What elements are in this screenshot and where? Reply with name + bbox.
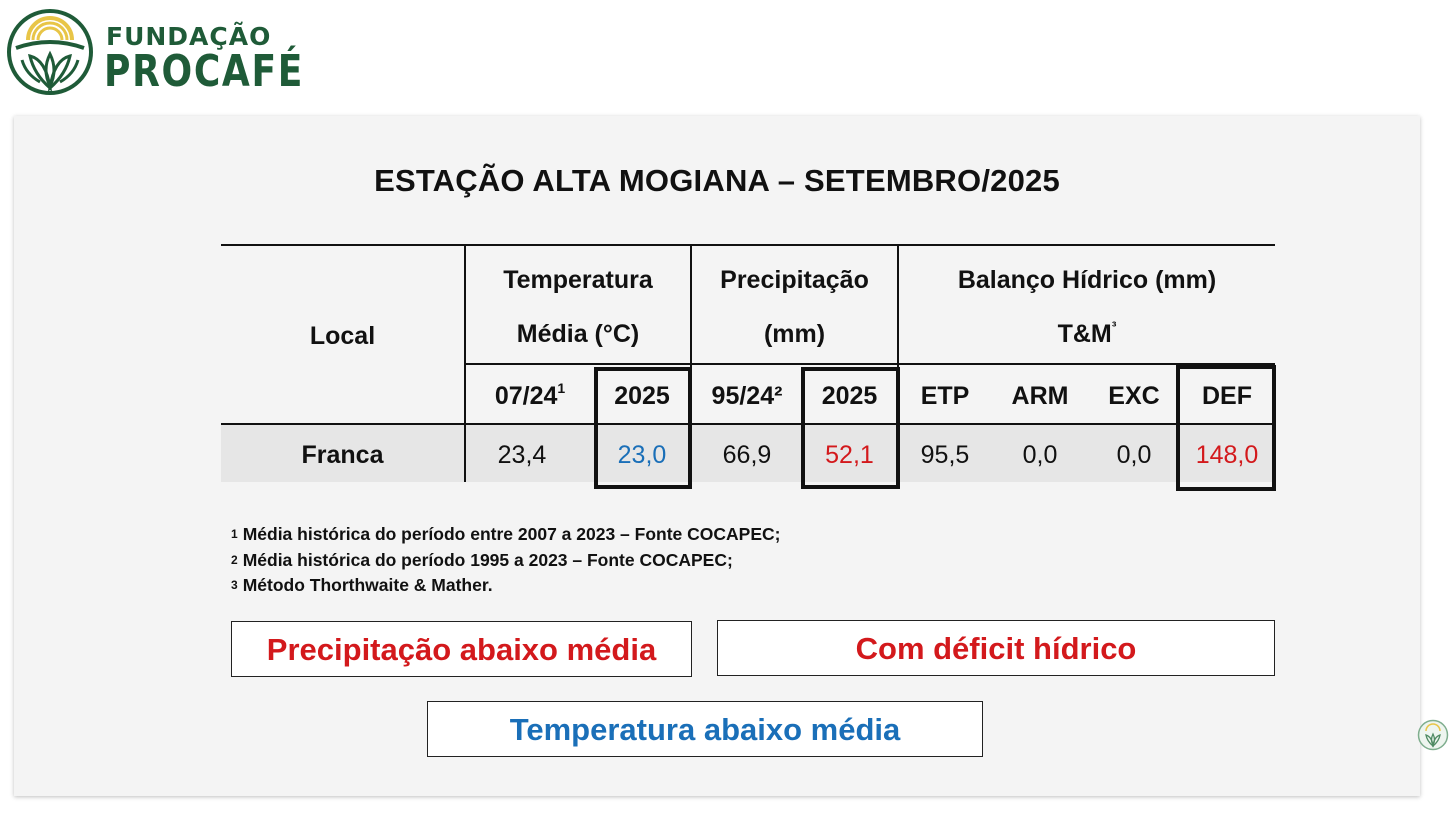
footnote-1	[231, 522, 780, 548]
subheader-arm: ARM	[1011, 382, 1069, 410]
header-bottom-border	[221, 423, 1275, 425]
procafe-logo	[6, 8, 305, 97]
highlight-box-temp-2025	[594, 367, 692, 489]
highlight-box-def	[1176, 365, 1276, 491]
balance-header-line1: Balanço Hídrico (mm)	[957, 266, 1217, 294]
slide-title: ESTAÇÃO ALTA MOGIANA – SETEMBRO/2025	[374, 163, 1060, 198]
footnote-2	[231, 548, 780, 574]
footnote-1-marker: 1	[231, 527, 238, 541]
cell-etp: 95,5	[920, 441, 970, 469]
slide	[14, 116, 1420, 796]
local-header: Local	[309, 322, 376, 350]
subheader-etp: ETP	[920, 382, 970, 410]
footnote-3	[231, 573, 780, 599]
footnote-3-text: Método Thorthwaite & Mather.	[242, 575, 493, 595]
logo-text-fundacao: FUNDAÇÃO	[106, 22, 272, 51]
callout-water-deficit: Com déficit hídrico	[717, 620, 1275, 676]
row-local-franca: Franca	[301, 441, 384, 469]
subheader-exc: EXC	[1108, 382, 1160, 410]
subheader-temp-2025: 2025	[614, 382, 670, 410]
callout-precip-below-average: Precipitação abaixo média	[231, 621, 692, 677]
cell-arm: 0,0	[1022, 441, 1058, 469]
subheader-temp-hist	[466, 382, 594, 411]
cell-temp-hist: 23,4	[497, 441, 547, 469]
balance-header-line2	[899, 320, 1275, 349]
balance-header-text: T&M	[1057, 320, 1112, 348]
temp-header-line2: Média (°C)	[516, 320, 640, 348]
header-divider	[466, 363, 1275, 365]
subheader-precip-2025: 2025	[821, 382, 878, 410]
temp-header-line1: Temperatura	[503, 266, 653, 294]
subheader-temp-hist-footnote: 1	[557, 380, 566, 396]
precip-header-line2: (mm)	[763, 320, 826, 348]
cell-def: 148,0	[1195, 441, 1259, 469]
subheader-temp-hist-label: 07/24	[494, 382, 558, 410]
footnote-2-text: Média histórica do período 1995 a 2023 – Fonte COCAPEC;	[242, 549, 733, 570]
callout-temp-below-average: Temperatura abaixo média	[427, 701, 983, 757]
table-top-border	[221, 244, 1275, 246]
subheader-precip-hist: 95/24²	[711, 382, 783, 410]
footnote-1-text: Média histórica do período entre 2007 a 2023 – Fonte COCAPEC;	[242, 524, 781, 544]
footnotes	[231, 522, 780, 599]
procafe-watermark-icon	[1417, 719, 1449, 751]
subheader-def: DEF	[1202, 382, 1252, 410]
footnote-3-marker: 3	[231, 578, 238, 592]
climate-table	[221, 244, 1275, 484]
footnote-2-marker: 2	[231, 552, 238, 567]
cell-temp-2025: 23,0	[617, 441, 667, 469]
highlight-box-precip-2025	[801, 367, 900, 489]
coffee-leaf-logo-icon	[6, 8, 94, 96]
cell-exc: 0,0	[1116, 441, 1152, 469]
logo-text-procafe: PROCAFÉ	[104, 46, 305, 97]
balance-header-footnote: ³	[1111, 318, 1117, 334]
precip-header-line1: Precipitação	[720, 266, 869, 294]
cell-precip-2025: 52,1	[825, 441, 874, 469]
cell-precip-hist: 66,9	[722, 441, 772, 469]
